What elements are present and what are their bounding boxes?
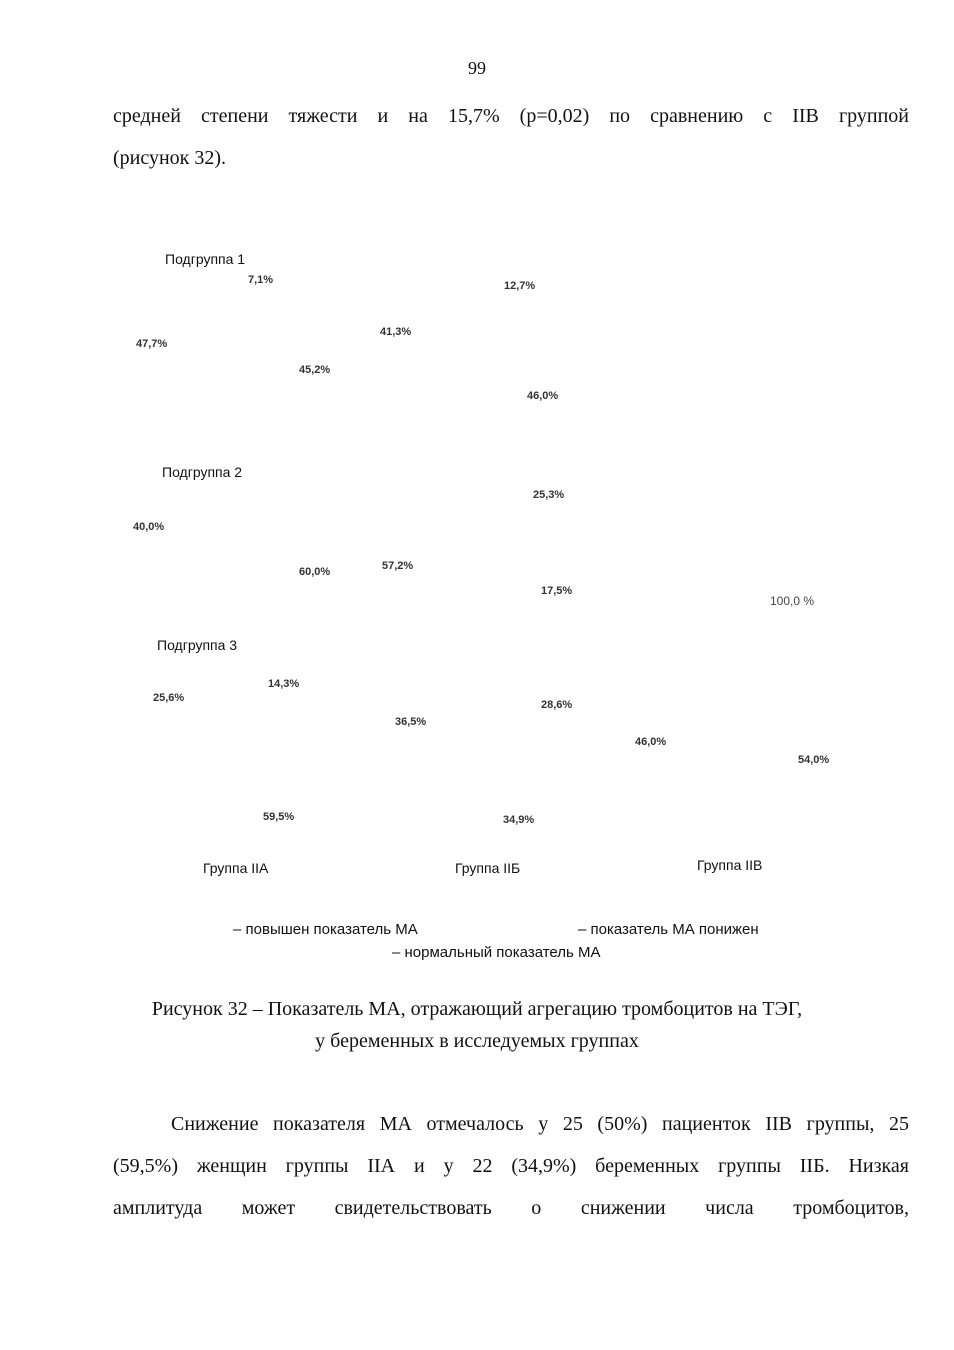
data-label: 17,5% [541, 585, 573, 597]
data-label: 7,1% [248, 274, 274, 286]
data-label: 59,5% [263, 811, 295, 823]
data-label: 46,0% [635, 736, 667, 748]
group-label-iia: Группа IIА [203, 860, 269, 876]
legend-entry-increased: – повышен показатель МА [233, 921, 418, 938]
legend-entry-normal: – нормальный показатель МА [392, 944, 601, 961]
data-label: 12,7% [504, 280, 536, 292]
subgroup-1-label: Подгруппа 1 [165, 251, 246, 267]
data-label: 25,3% [533, 489, 565, 501]
subgroup-3-label: Подгруппа 3 [157, 637, 238, 653]
data-label: 14,3% [268, 678, 300, 690]
body-line-1: Снижение показателя МА отмечалось у 25 (50%) пациенток IIВ группы, 25 [171, 1113, 909, 1135]
data-label: 100,0 % [769, 594, 815, 608]
legend-entry-decreased: – показатель МА понижен [578, 921, 759, 938]
data-label: 60,0% [299, 566, 331, 578]
body-paragraph [113, 1103, 909, 1229]
data-label: 36,5% [395, 716, 427, 728]
caption-line-1: Рисунок 32 – Показатель МА, отражающий агрегацию тромбоцитов на ТЭГ, [151, 998, 803, 1020]
figure-caption [0, 993, 954, 1057]
subgroup-2-label: Подгруппа 2 [162, 464, 243, 480]
body-line-3: амплитуда может свидетельствовать о снижении числа тромбоцитов, [113, 1197, 909, 1219]
data-label: 34,9% [503, 814, 535, 826]
data-label: 57,2% [382, 560, 414, 572]
data-label: 40,0% [133, 521, 165, 533]
data-label: 45,2% [299, 364, 331, 376]
data-label: 54,0% [798, 754, 830, 766]
group-label-iib: Группа IIБ [455, 860, 521, 876]
intro-line-2: (рисунок 32). [113, 147, 227, 169]
group-label-iiv: Группа IIВ [697, 857, 763, 873]
page-number: 99 [468, 58, 486, 78]
caption-line-2: у беременных в исследуемых группах [315, 1030, 639, 1052]
data-label: 41,3% [380, 326, 412, 338]
data-label: 46,0% [527, 390, 559, 402]
data-label: 47,7% [136, 338, 168, 350]
data-label: 25,6% [153, 692, 185, 704]
data-label: 28,6% [541, 699, 573, 711]
intro-line-1: средней степени тяжести и на 15,7% (р=0,02) по сравнению с IIВ группой [113, 105, 909, 127]
body-line-2: (59,5%) женщин группы IIА и у 22 (34,9%) беременных группы IIБ. Низкая [113, 1155, 909, 1177]
